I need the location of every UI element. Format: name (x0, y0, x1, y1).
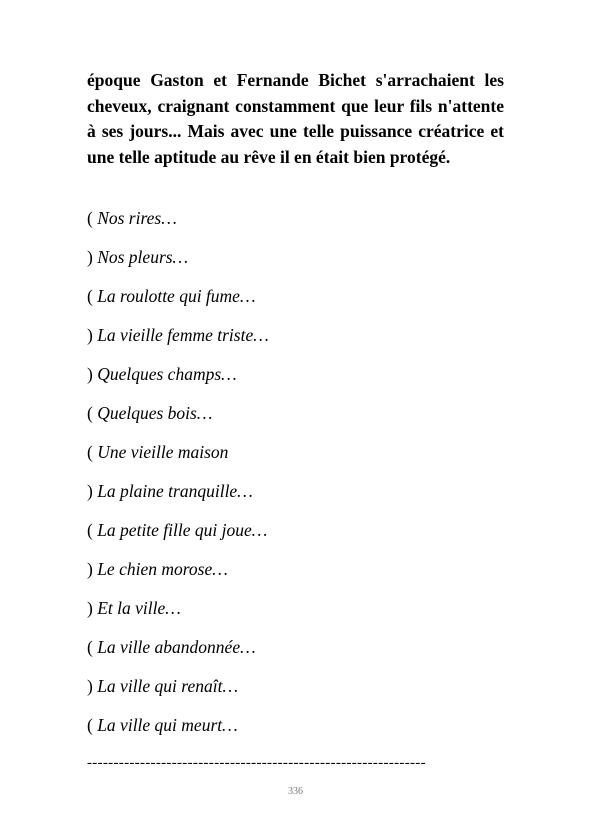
verse-text: La petite fille qui joue… (97, 520, 268, 540)
verse-line (87, 516, 269, 555)
verse-text: Nos pleurs… (97, 247, 189, 267)
verse-text: Quelques bois… (97, 403, 213, 423)
verse-mark: ( (87, 637, 93, 657)
verse-mark: ) (87, 559, 93, 579)
verse-mark: ) (87, 481, 93, 501)
verse-mark: ( (87, 403, 93, 423)
verse-mark: ) (87, 247, 93, 267)
verse-text: Une vieille maison (97, 442, 229, 462)
verse-list (87, 204, 269, 750)
verse-line (87, 282, 269, 321)
verse-line (87, 438, 269, 477)
verse-mark: ( (87, 442, 93, 462)
verse-text: Et la ville… (97, 598, 181, 618)
verse-text: La ville abandonnée… (97, 637, 256, 657)
verse-mark: ( (87, 520, 93, 540)
verse-text: La ville qui renaît… (97, 676, 239, 696)
body-paragraph: époque Gaston et Fernande Bichet s'arrachaient les cheveux, craignant constamment que leur fils n'attente à ses jours... Mais avec une telle puissance créatrice et une telle aptitude au rêve il en était bien protégé. (87, 70, 504, 167)
verse-text: La ville qui meurt… (97, 715, 238, 735)
verse-text: Quelques champs… (97, 364, 237, 384)
verse-mark: ( (87, 715, 93, 735)
verse-line (87, 360, 269, 399)
verse-line (87, 633, 269, 672)
page-number: 336 (288, 786, 303, 797)
verse-text: La roulotte qui fume… (97, 286, 256, 306)
verse-mark: ( (87, 208, 93, 228)
verse-mark: ) (87, 325, 93, 345)
verse-line (87, 594, 269, 633)
verse-line (87, 711, 269, 750)
verse-text: Nos rires… (97, 208, 177, 228)
verse-line (87, 243, 269, 282)
verse-line (87, 321, 269, 360)
verse-text: La plaine tranquille… (97, 481, 253, 501)
verse-line (87, 399, 269, 438)
verse-mark: ) (87, 364, 93, 384)
verse-text: Le chien morose… (97, 559, 228, 579)
verse-line (87, 555, 269, 594)
dashed-separator: ---------------------------------------------------------------- (87, 755, 426, 771)
verse-line (87, 204, 269, 243)
verse-mark: ) (87, 676, 93, 696)
verse-text: La vieille femme triste… (97, 325, 269, 345)
verse-line (87, 672, 269, 711)
verse-mark: ( (87, 286, 93, 306)
verse-line (87, 477, 269, 516)
verse-mark: ) (87, 598, 93, 618)
